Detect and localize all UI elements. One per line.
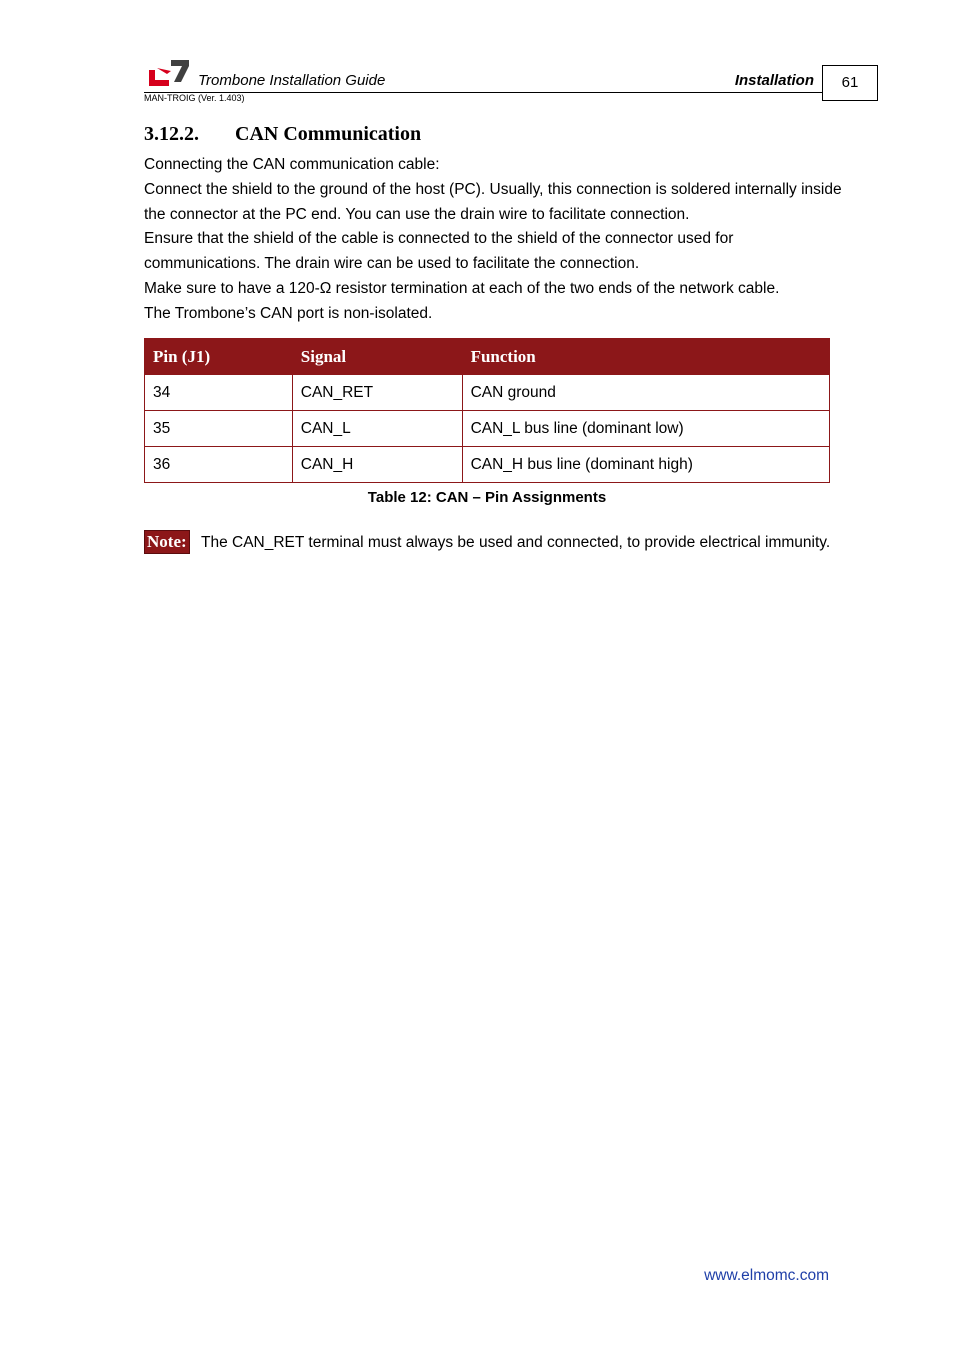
note-text: The CAN_RET terminal must always be used and connected, to provide electrical immunity. <box>201 534 831 551</box>
table-row <box>145 447 830 483</box>
document-title: Trombone Installation Guide <box>198 72 386 89</box>
table-row <box>145 411 830 447</box>
pin-assignment-table <box>144 338 830 483</box>
column-header-signal: Signal <box>292 339 462 375</box>
cell-pin: 36 <box>145 447 293 483</box>
website-link[interactable]: www.elmomc.com <box>704 1267 829 1284</box>
cell-pin: 35 <box>145 411 293 447</box>
manual-version: MAN-TROIG (Ver. 1.403) <box>144 93 245 103</box>
cell-function: CAN ground <box>462 375 829 411</box>
section-heading <box>144 123 421 146</box>
cell-signal: CAN_L <box>292 411 462 447</box>
note-badge: Note: <box>144 530 190 554</box>
paragraph: The Trombone’s CAN port is non-isolated. <box>144 304 433 322</box>
section-name: Installation <box>734 72 814 89</box>
header-divider <box>144 92 822 93</box>
cell-function: CAN_H bus line (dominant high) <box>462 447 829 483</box>
table-header-row <box>145 339 830 375</box>
heading-number: 3.12.2. <box>144 123 199 145</box>
paragraph: Make sure to have a 120-Ω resistor termination at each of the two ends of the network cable. <box>144 279 780 297</box>
table-row <box>145 375 830 411</box>
heading-title: CAN Communication <box>235 123 422 145</box>
cell-pin: 34 <box>145 375 293 411</box>
body-text <box>144 153 844 327</box>
paragraph: Connecting the CAN communication cable: <box>144 156 440 173</box>
cell-signal: CAN_H <box>292 447 462 483</box>
paragraph: Connect the shield to the ground of the host (PC). Usually, this connection is soldered internally inside the connector at the PC end. You can use the drain wire to facilitate connection. <box>144 180 842 223</box>
paragraph: Ensure that the shield of the cable is connected to the shield of the connector used for communications. The drain wire can be used to facilitate the connection. <box>144 230 734 273</box>
page-number: 61 <box>822 65 878 101</box>
table-caption: Table 12: CAN – Pin Assignments <box>367 489 607 506</box>
cell-function: CAN_L bus line (dominant low) <box>462 411 829 447</box>
column-header-pin: Pin (J1) <box>145 339 293 375</box>
cell-signal: CAN_RET <box>292 375 462 411</box>
column-header-function: Function <box>462 339 829 375</box>
elmo-logo-icon <box>147 58 191 88</box>
